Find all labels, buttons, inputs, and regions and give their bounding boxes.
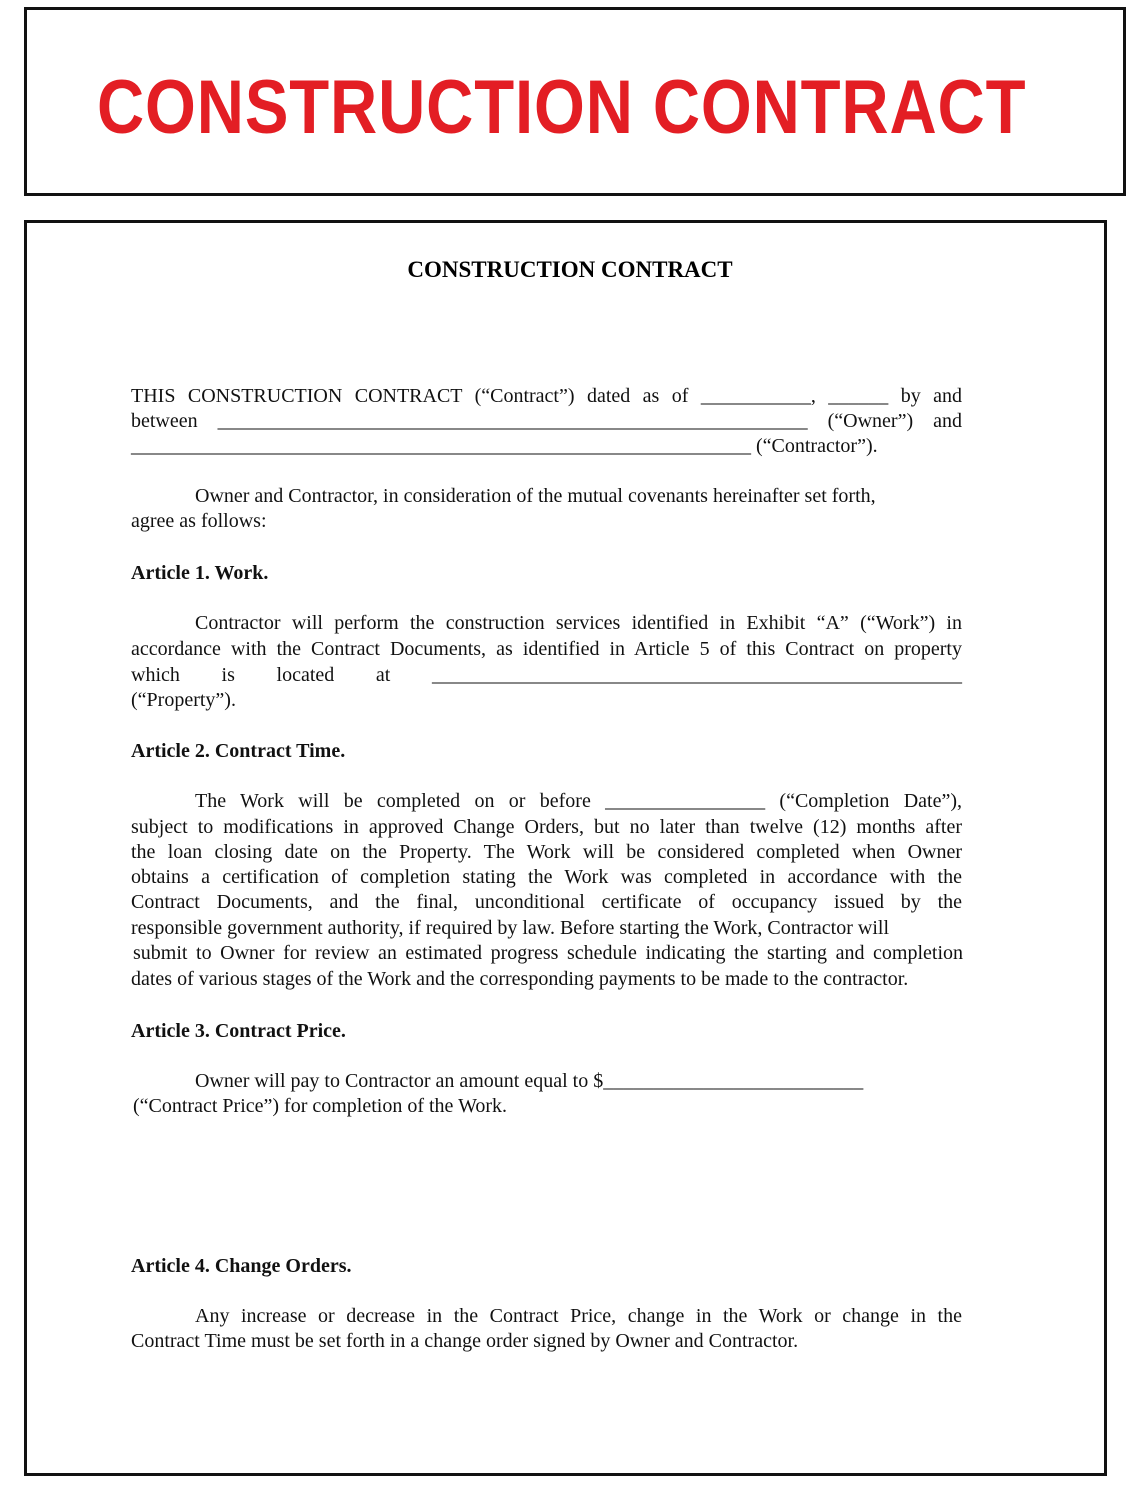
body-text-line: obtains a certification of completion stating the Work was completed in accordance with the	[131, 866, 962, 888]
body-text-line: The Work will be completed on or before ________________ (“Completion Date”),	[195, 790, 962, 812]
body-text-line: dates of various stages of the Work and the corresponding payments to be made to the contractor.	[131, 968, 909, 990]
body-text-line: Owner and Contractor, in consideration of the mutual covenants hereinafter set forth,	[195, 485, 876, 507]
body-text-line: Contract Documents, and the final, unconditional certificate of occupancy issued by the	[131, 891, 962, 913]
body-text-line: ______________________________________________________________ (“Contractor”).	[131, 435, 878, 457]
body-text-line: (“Contract Price”) for completion of the Work.	[133, 1095, 508, 1117]
body-text-line: Owner will pay to Contractor an amount equal to $__________________________	[195, 1070, 864, 1092]
body-text-line: agree as follows:	[131, 510, 267, 532]
body-text-line: Contract Time must be set forth in a change order signed by Owner and Contractor.	[131, 1330, 799, 1352]
header-banner	[24, 7, 1126, 196]
body-text-line: Any increase or decrease in the Contract Price, change in the Work or change in the	[195, 1305, 962, 1327]
body-text-line: accordance with the Contract Documents, as identified in Article 5 of this Contract on property	[131, 638, 962, 660]
body-text-line: submit to Owner for review an estimated progress schedule indicating the starting and completion	[133, 942, 963, 964]
body-text-line: which is located at _____________________________________________________	[131, 664, 962, 686]
body-text-line: between ___________________________________________________________ (“Owner”) and	[131, 410, 962, 432]
article-heading: Article 4. Change Orders.	[131, 1255, 352, 1277]
article-heading: Article 3. Contract Price.	[131, 1020, 346, 1042]
banner-title: CONSTRUCTION CONTRACT	[97, 65, 1027, 150]
body-text-line: the loan closing date on the Property. The Work will be considered completed when Owner	[131, 841, 962, 863]
article-heading: Article 1. Work.	[131, 562, 269, 584]
body-text-line: (“Property”).	[131, 689, 236, 711]
body-text-line: Contractor will perform the construction services identified in Exhibit “A” (“Work”) in	[195, 612, 962, 634]
document-title: CONSTRUCTION CONTRACT	[407, 257, 733, 282]
body-text-line: THIS CONSTRUCTION CONTRACT (“Contract”) dated as of ___________, ______ by and	[131, 385, 962, 407]
article-heading: Article 2. Contract Time.	[131, 740, 346, 762]
body-text-line: responsible government authority, if required by law. Before starting the Work, Contractor will	[131, 917, 890, 939]
body-text-line: subject to modifications in approved Change Orders, but no later than twelve (12) months after	[131, 816, 962, 838]
